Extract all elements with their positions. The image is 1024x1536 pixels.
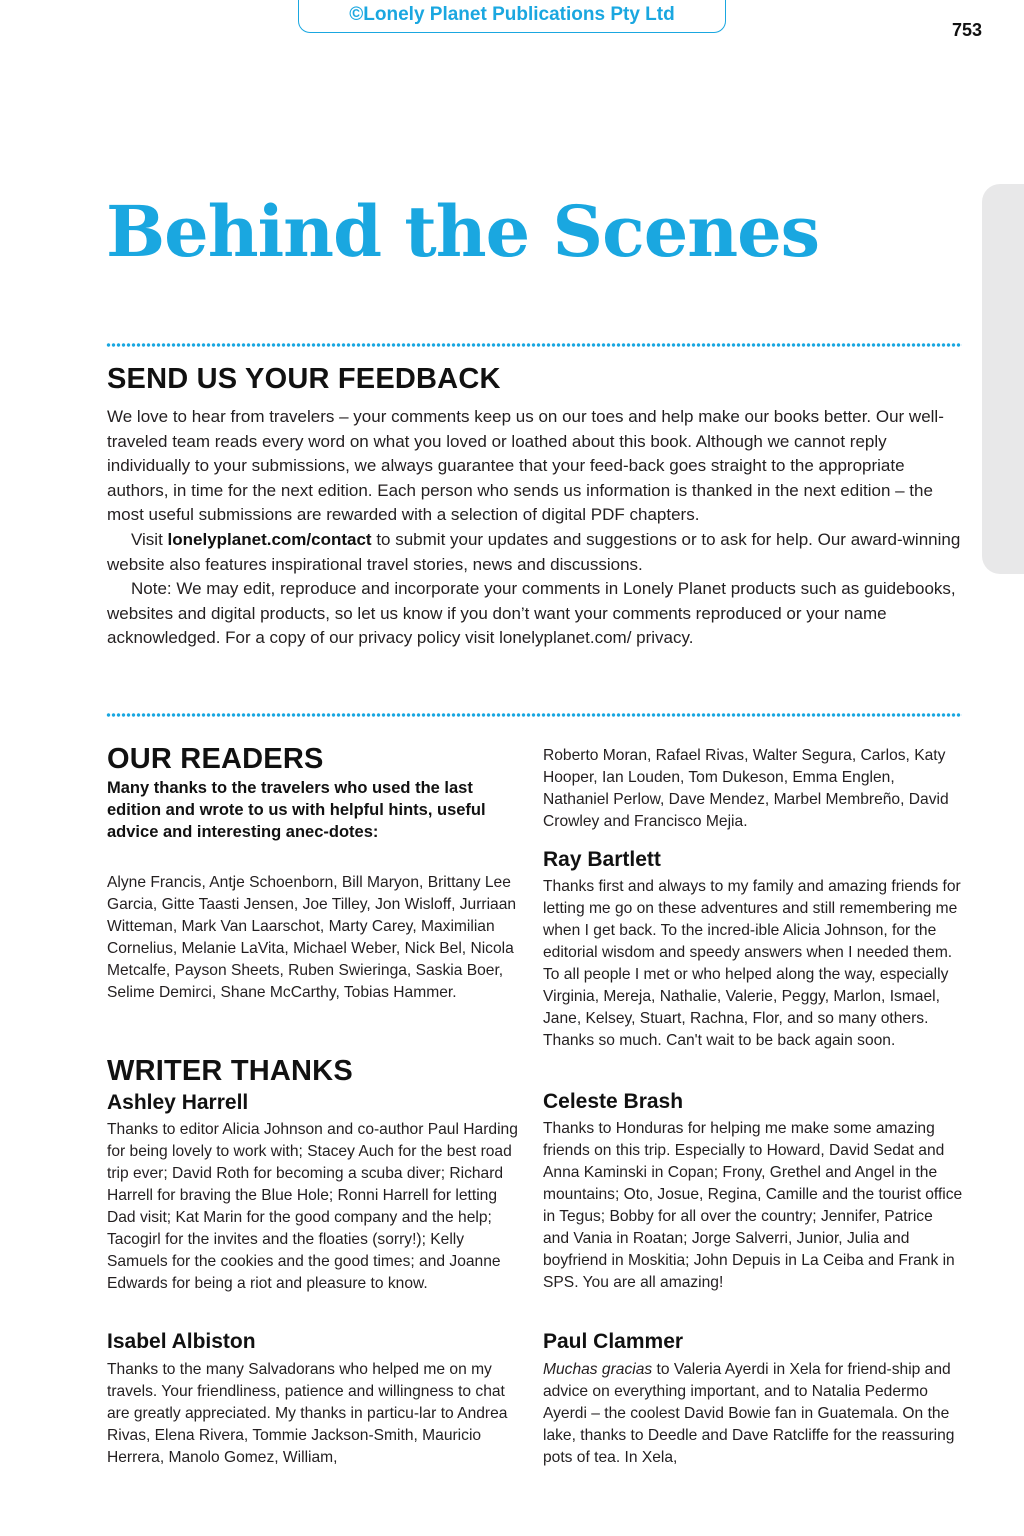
feedback-heading: SEND US YOUR FEEDBACK [107,363,501,395]
page-number: 753 [951,20,982,40]
writer-name-celeste: Celeste Brash [543,1090,684,1113]
feedback-body [107,405,963,651]
writer-text-ashley: Thanks to editor Alicia Johnson and co-author Paul Harding for being lovely to work with; Stacey Auch for the best road trip ever; David Roth for becoming a scuba diver; Richard Harrell for braving the Blue Hole; Ronni Harrell for letting Dad visit; Kat Marin for the good company and the help; Tacogirl for the invites and the floaties (sorry!); Kelly Samuels for the cookies and the good times; and Joanne Edwards for being a riot and pleasure to know. [107,1121,518,1292]
copyright-banner: ©Lonely Planet Publications Pty Ltd [298,0,726,33]
feedback-paragraph-2-prefix: Visit [131,529,168,549]
writer-name-isabel: Isabel Albiston [107,1330,256,1353]
writer-text-ray: Thanks first and always to my family and amazing friends for letting me go on these adventures and still remembering me when I get back. To the incred-ible Alicia Johnson, for the editorial wisdom and speedy answers when I needed them. To all people I met or who helped along the way, especially Virginia, Mereja, Nathalie, Valerie, Peggy, Marlon, Ismael, Jane, Kelsey, Stuart, Rachna, Flor, and so many others. Thanks so much. Can't wait to be back again soon. [543,878,961,1049]
dotted-divider-top [106,342,962,348]
writer-text-paul-body: to Valeria Ayerdi in Xela for friend-ship and advice on everything important, and to Natalia Pedermo Ayerdi – the coolest David Bowie fan in Guatemala. On the lake, thanks to Deedle and Dave Ratcliffe for the reassuring pots of tea. In Xela, [543,1361,955,1466]
side-thumb-tab [982,184,1024,574]
dotted-divider-bottom [106,712,962,718]
writer-text-isabel-continued: Roberto Moran, Rafael Rivas, Walter Segura, Carlos, Katy Hooper, Ian Louden, Tom Dukeson, Emma Englen, Nathaniel Perlow, Dave Mendez, Marbel Membreño, David Crowley and Francisco Mejia. [543,747,949,830]
writer-text-isabel: Thanks to the many Salvadorans who helped me on my travels. Your friendliness, patience and willingness to chat are greatly appreciated. My thanks in particu-lar to Andrea Rivas, Elena Rivera, Tommie Jackson-Smith, Mauricio Herrera, Manolo Gomez, William, [107,1361,508,1466]
readers-intro: Many thanks to the travelers who used the last edition and wrote to us with helpful hints, useful advice and interesting anec-dotes: [107,779,486,841]
readers-names: Alyne Francis, Antje Schoenborn, Bill Maryon, Brittany Lee Garcia, Gitte Taasti Jensen, Joe Tilley, Jon Wisloff, Jurriaan Witteman, Mark Van Laarschot, Marty Carey, Maximilian Cornelius, Melanie LaVita, Michael Weber, Nick Bel, Nicola Metcalfe, Payson Sheets, Ruben Swieringa, Saskia Boer, Selime Demirci, Shane McCarthy, Tobias Hammer. [107,874,517,1001]
feedback-paragraph-3: Note: We may edit, reproduce and incorporate your comments in Lonely Planet products such as guidebooks, websites and digital products, so let us know if you don’t want your comments reproduced or your name acknowledged. For a copy of our privacy policy visit lonelyplanet.com/ privacy. [107,579,956,648]
writer-text-celeste: Thanks to Honduras for helping me make some amazing friends on this trip. Especially to Howard, David Sedat and Anna Kaminski in Copan; Frony, Grethel and Angel in the mountains; Oto, Josue, Regina, Camille and the tourist office in Tegus; Bobby for all over the country; Jennifer, Patrice and Vania in Roatan; Jorge Salverri, Junior, Julia and boyfriend in Moskitia; John Depuis in La Ceiba and Frank in SPS. You are all amazing! [543,1120,963,1291]
writer-name-ray: Ray Bartlett [543,848,661,871]
feedback-paragraph-2-suffix: to submit your updates and suggestions or to ask for help. Our award-winning website also features inspirational travel stories, news and discussions. [107,529,961,574]
writer-name-ashley: Ashley Harrell [107,1091,249,1114]
page-title: Behind the Scenes [106,190,820,273]
contact-link[interactable]: lonelyplanet.com/contact [167,529,372,549]
writer-thanks-heading: WRITER THANKS [107,1055,353,1087]
writer-text-paul [543,1359,963,1469]
feedback-paragraph-1: We love to hear from travelers – your comments keep us on our toes and help make our books better. Our well-traveled team reads every word on what you loved or loathed about this book. Although we cannot reply individually to your submissions, we always guarantee that your feed-back goes straight to the appropriate authors, in time for the next edition. Each person who sends us information is thanked in the next edition – the most useful submissions are rewarded with a selection of digital PDF chapters. [107,407,944,525]
writer-text-paul-italic: Muchas gracias [543,1361,653,1378]
readers-heading: OUR READERS [107,743,324,775]
writer-name-paul: Paul Clammer [543,1330,684,1353]
